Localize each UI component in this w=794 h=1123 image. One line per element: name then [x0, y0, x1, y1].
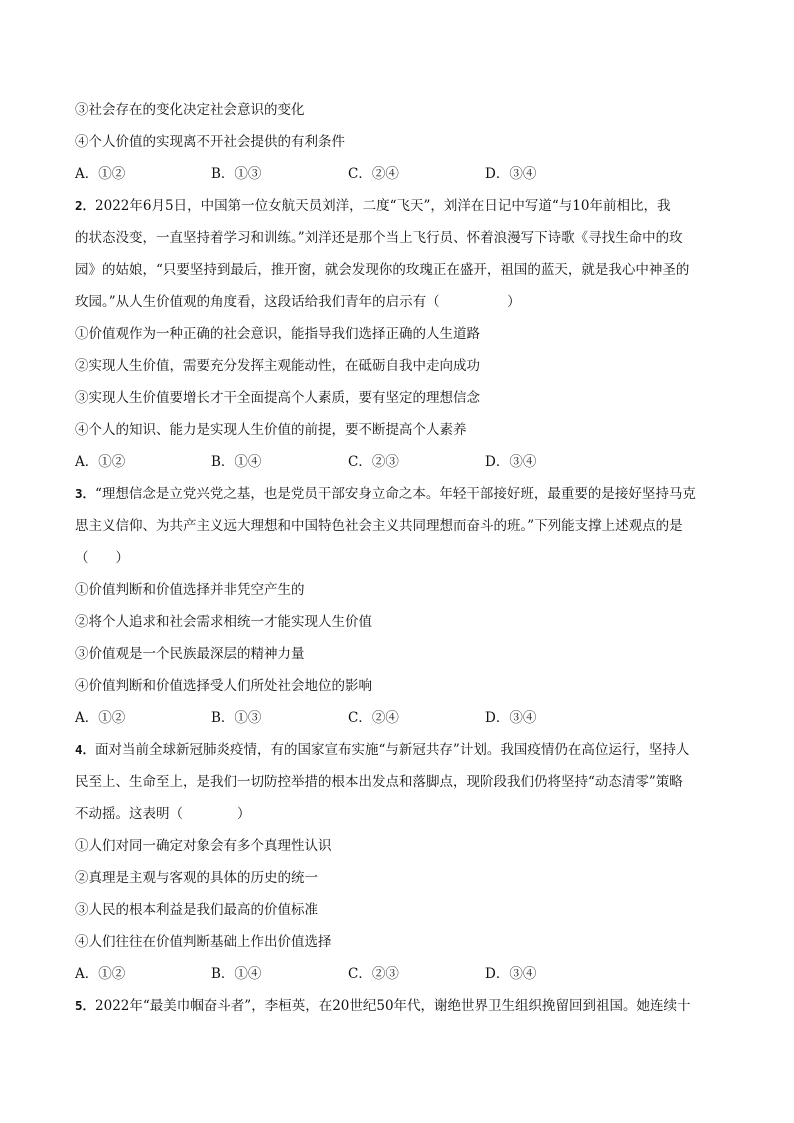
- q2-stem-line-1: 2．2022年6月5日，中国第一位女航天员刘洋，二度“飞天”，刘洋在日记中写道“与10年前相比，我: [75, 198, 671, 214]
- q3-option-1: ①价值判断和价值选择并非凭空产生的: [75, 582, 305, 598]
- q1-choice-b: B．①③: [211, 166, 262, 182]
- q1-choice-c: C．②④: [348, 166, 399, 182]
- q2-choices: [75, 452, 725, 472]
- q4-choices: [75, 964, 725, 984]
- q3-number: 3．: [75, 486, 96, 501]
- q3-choice-a: A．①②: [75, 710, 126, 726]
- q4-stem-line-3: 不动摇。这表明（ ）: [75, 806, 251, 822]
- q1-option-3: ③社会存在的变化决定社会意识的变化: [75, 102, 305, 118]
- q1-choice-d: D．③④: [485, 166, 537, 182]
- q4-choice-b: B．①④: [211, 966, 262, 982]
- q4-option-4: ④人们往往在价值判断基础上作出价值选择: [75, 934, 332, 950]
- q2-option-3: ③实现人生价值要增长才干全面提高个人素质，要有坚定的理想信念: [75, 390, 480, 406]
- q2-stem-line-3: 园》的姑娘，“只要坚持到最后，推开窗，就会发现你的玫瑰正在盛开，祖国的蓝天，就是我心中神圣的: [75, 262, 690, 278]
- q2-choice-b: B．①④: [211, 454, 262, 470]
- q5-stem-line-1: 5．2022年“最美巾帼奋斗者”，李桓英，在20世纪50年代，谢绝世界卫生组织挽留回到祖国。她连续十: [75, 998, 691, 1014]
- q2-stem-line-4: 玫园。”从人生价值观的角度看，这段话给我们青年的启示有（ ）: [75, 294, 521, 310]
- q3-option-4: ④价值判断和价值选择受人们所处社会地位的影响: [75, 678, 372, 694]
- q3-choice-c: C．②④: [348, 710, 399, 726]
- q3-choice-b: B．①③: [211, 710, 262, 726]
- q4-stem-line-1: 4．面对当前全球新冠肺炎疫情，有的国家宣布实施“与新冠共存”计划。我国疫情仍在高位运行，坚持人: [75, 742, 690, 758]
- q4-option-3: ③人民的根本利益是我们最高的价值标准: [75, 902, 318, 918]
- q2-choice-a: A．①②: [75, 454, 126, 470]
- q2-choice-c: C．②③: [348, 454, 399, 470]
- q3-choices: [75, 708, 725, 728]
- q3-stem-line-3: （ ）: [75, 550, 129, 566]
- q3-choice-d: D．③④: [485, 710, 537, 726]
- q2-number: 2．: [75, 198, 96, 213]
- q4-option-1: ①人们对同一确定对象会有多个真理性认识: [75, 838, 332, 854]
- q3-option-3: ③价值观是一个民族最深层的精神力量: [75, 646, 305, 662]
- q3-option-2: ②将个人追求和社会需求相统一才能实现人生价值: [75, 614, 372, 630]
- q4-choice-c: C．②③: [348, 966, 399, 982]
- q2-option-2: ②实现人生价值，需要充分发挥主观能动性，在砥砺自我中走向成功: [75, 358, 480, 374]
- q2-option-1: ①价值观作为一种正确的社会意识，能指导我们选择正确的人生道路: [75, 326, 480, 342]
- q3-stem-line-1: 3．“理想信念是立党兴党之基，也是党员干部安身立命之本。年轻干部接好班，最重要的是接好坚持马克: [75, 486, 696, 502]
- q1-option-4: ④个人价值的实现离不开社会提供的有利条件: [75, 134, 345, 150]
- q3-stem-line-2: 思主义信仰、为共产主义远大理想和中国特色社会主义共同理想而奋斗的班。”下列能支撑上述观点的是: [75, 518, 683, 534]
- q1-choice-a: A．①②: [75, 166, 126, 182]
- q4-choice-a: A．①②: [75, 966, 126, 982]
- q4-choice-d: D．③④: [485, 966, 537, 982]
- q4-stem-line-2: 民至上、生命至上，是我们一切防控举措的根本出发点和落脚点，现阶段我们仍将坚持“动态清零”策略: [75, 774, 683, 790]
- q2-choice-d: D．③④: [485, 454, 537, 470]
- q1-choices: [75, 164, 725, 184]
- q2-option-4: ④个人的知识、能力是实现人生价值的前提，要不断提高个人素养: [75, 422, 467, 438]
- q5-number: 5．: [75, 998, 96, 1013]
- q4-option-2: ②真理是主观与客观的具体的历史的统一: [75, 870, 318, 886]
- q2-stem-line-2: 的状态没变，一直坚持着学习和训练。”刘洋还是那个当上飞行员、怀着浪漫写下诗歌《寻找生命中的玫: [75, 230, 683, 246]
- q4-number: 4．: [75, 742, 96, 757]
